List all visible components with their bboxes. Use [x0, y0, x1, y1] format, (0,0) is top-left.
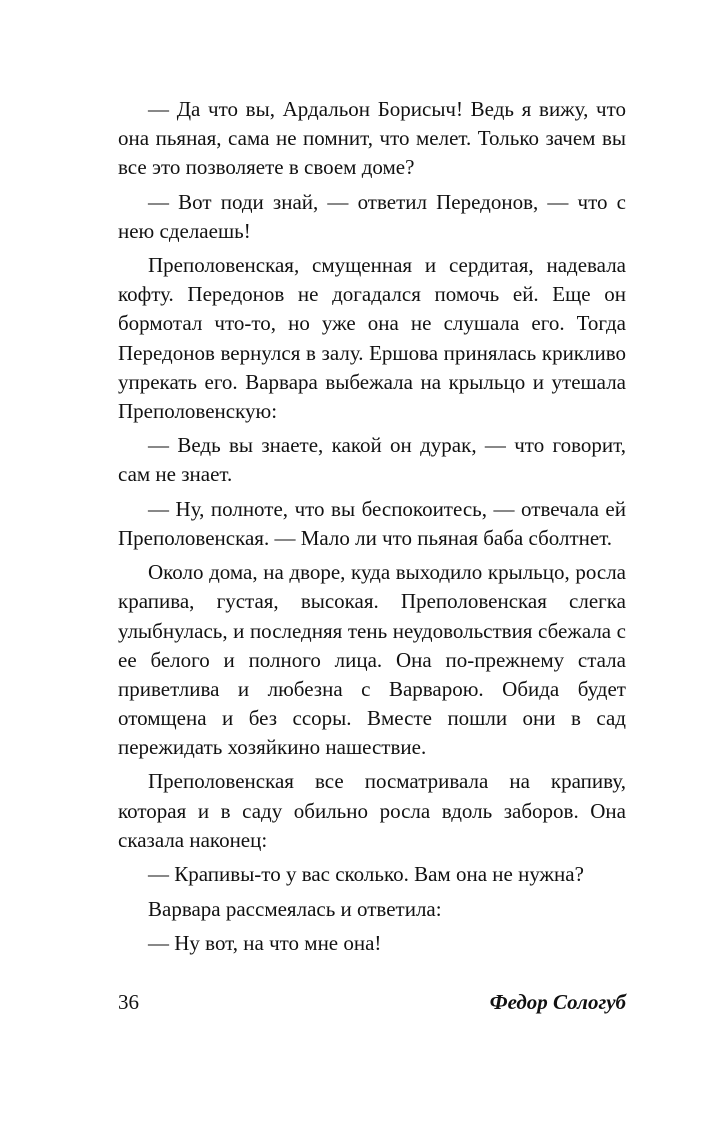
running-head-author: Федор Сологуб — [489, 990, 626, 1014]
paragraph: — Ну, полноте, что вы беспокоитесь, — отвечала ей Преполовенская. — Мало ли что пьяная баба сболтнет. — [118, 496, 626, 550]
paragraph: — Крапивы-то у вас сколько. Вам она не нужна? — [148, 862, 584, 887]
paragraph: Преполовенская, смущенная и сердитая, надевала кофту. Передонов не догадался помочь ей. Еще он бормотал что-то, но уже она не слушала его. Тогда Передонов вернулся в залу. Ершова принялась крикливо упрекать его. Варвара выбежала на крыльцо и утешала Преполовенскую: — [118, 253, 626, 423]
paragraph: — Вот поди знай, — ответил Передонов, — что с нею сделаешь! — [118, 189, 626, 243]
paragraph: Варвара рассмеялась и ответила: — [148, 896, 442, 921]
page-number: 36 — [118, 990, 139, 1014]
page-body — [118, 95, 626, 964]
paragraph: — Ведь вы знаете, какой он дурак, — что говорит, сам не знает. — [118, 433, 626, 487]
paragraph: — Да что вы, Ардальон Борисыч! Ведь я вижу, что она пьяная, сама не помнит, что мелет. Только зачем вы все это позволяете в своем доме? — [118, 97, 626, 180]
paragraph: Преполовенская все посматривала на крапиву, которая и в саду обильно росла вдоль заборов. Она сказала наконец: — [118, 769, 626, 852]
paragraph: Около дома, на дворе, куда выходило крыльцо, росла крапива, густая, высокая. Преполовенская слегка улыбнулась, и последняя тень неудовольствия сбежала с ее белого и полного лица. Она по-прежнему стала приветлива и любезна с Варварою. Обида будет отомщена и без ссоры. Вместе пошли они в сад пережидать хозяйкино нашествие. — [118, 560, 626, 759]
paragraph: — Ну вот, на что мне она! — [148, 931, 382, 956]
page-footer — [118, 990, 626, 1020]
